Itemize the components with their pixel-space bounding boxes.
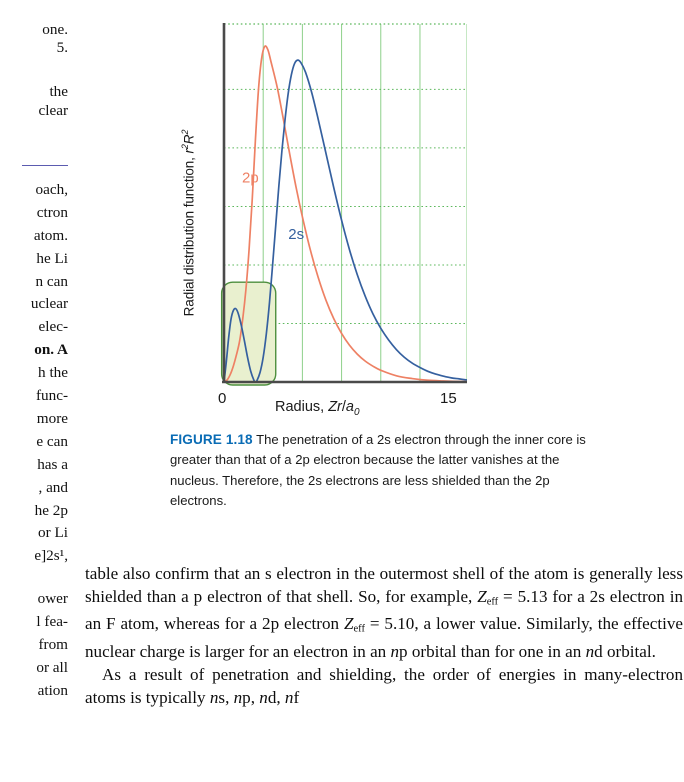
italic-variable: n	[209, 687, 219, 707]
gutter-text-line: , and	[38, 479, 68, 496]
italic-variable: n	[233, 687, 243, 707]
italic-variable: n	[390, 642, 400, 662]
gutter-text-line: oach,	[35, 181, 68, 198]
gutter-text-line: e]2s¹,	[34, 547, 68, 564]
gutter-text-line: he Li	[36, 250, 68, 267]
gutter-text-line: elec-	[38, 318, 68, 335]
figure-caption-text: The penetration of a 2s electron through the inner core is greater than that of a 2p electron because the latter vanishes at the nucleus. Therefore, the 2s electrons are less shielded than the 2p electrons.	[170, 432, 586, 508]
gutter-text-line: more	[36, 410, 68, 427]
gutter-text-line: uclear	[30, 295, 68, 312]
body-paragraph-1: table also confirm that an s electron in the outermost shell of the atom is generally less shielded than a p electron of that shell. So, for example, $Z_{eff} = 5.13$ for a 2s electron in an F atom, whereas for a 2p electron $Z_{eff} = 5.10$, a lower value. Similarly, the effective nuclear charge is larger for an electron in an np orbital than for one in an nd orbital.	[85, 564, 683, 662]
gutter-text-line: he 2p	[34, 502, 68, 519]
left-gutter-column	[0, 0, 74, 782]
gutter-text-line: or Li	[38, 524, 68, 541]
gutter-text-line: h the	[38, 364, 68, 381]
gutter-text-line: one.	[42, 21, 68, 38]
gutter-text-line: on. A	[34, 341, 68, 358]
gutter-text-line: l fea-	[36, 613, 68, 630]
subscript: eff	[353, 623, 365, 635]
gutter-text-line: n can	[35, 273, 68, 290]
italic-variable: n	[585, 642, 595, 662]
gutter-text-line: func-	[35, 387, 68, 404]
gutter-text-line: e can	[36, 433, 68, 450]
figure-caption-tag: FIGURE 1.18	[170, 432, 253, 447]
chart-y-axis-label: Radial distribution function, $r^2R^2$	[180, 129, 197, 317]
subscript: eff	[486, 595, 499, 607]
italic-variable: Z	[477, 586, 487, 606]
chart-x-axis-label: Radius, $Zr/a_0$	[275, 399, 360, 418]
body-paragraph-2: As a result of penetration and shielding, the order of energies in many-electron atoms is typically ns, np, nd, nf	[85, 664, 683, 707]
x-axis-tick-15: 15	[440, 390, 457, 407]
radial-distribution-chart	[180, 8, 580, 418]
gutter-text-line: ation	[37, 682, 68, 699]
chart-plot-svg	[220, 22, 467, 388]
body-text-column	[85, 563, 683, 709]
series-label-2p: 2p	[242, 169, 259, 187]
figure-1-18	[85, 0, 684, 540]
gutter-text-line: from	[38, 636, 68, 653]
figure-caption	[170, 430, 590, 511]
gutter-text-line: or all	[36, 659, 68, 676]
gutter-text-line: has a	[37, 456, 68, 473]
gutter-text-line: ower	[37, 590, 68, 607]
series-label-2s: 2s	[288, 226, 305, 244]
gutter-text-line: clear	[38, 102, 68, 119]
x-axis-tick-0: 0	[218, 390, 227, 407]
italic-variable: Z	[344, 614, 354, 634]
gutter-text-line: ctron	[36, 204, 68, 221]
italic-variable: n	[259, 687, 268, 707]
gutter-text-line: the	[49, 83, 68, 100]
gutter-text-line: 5.	[56, 39, 68, 56]
gutter-divider	[22, 165, 68, 166]
italic-variable: n	[284, 687, 294, 707]
gutter-text-line: atom.	[33, 227, 68, 244]
